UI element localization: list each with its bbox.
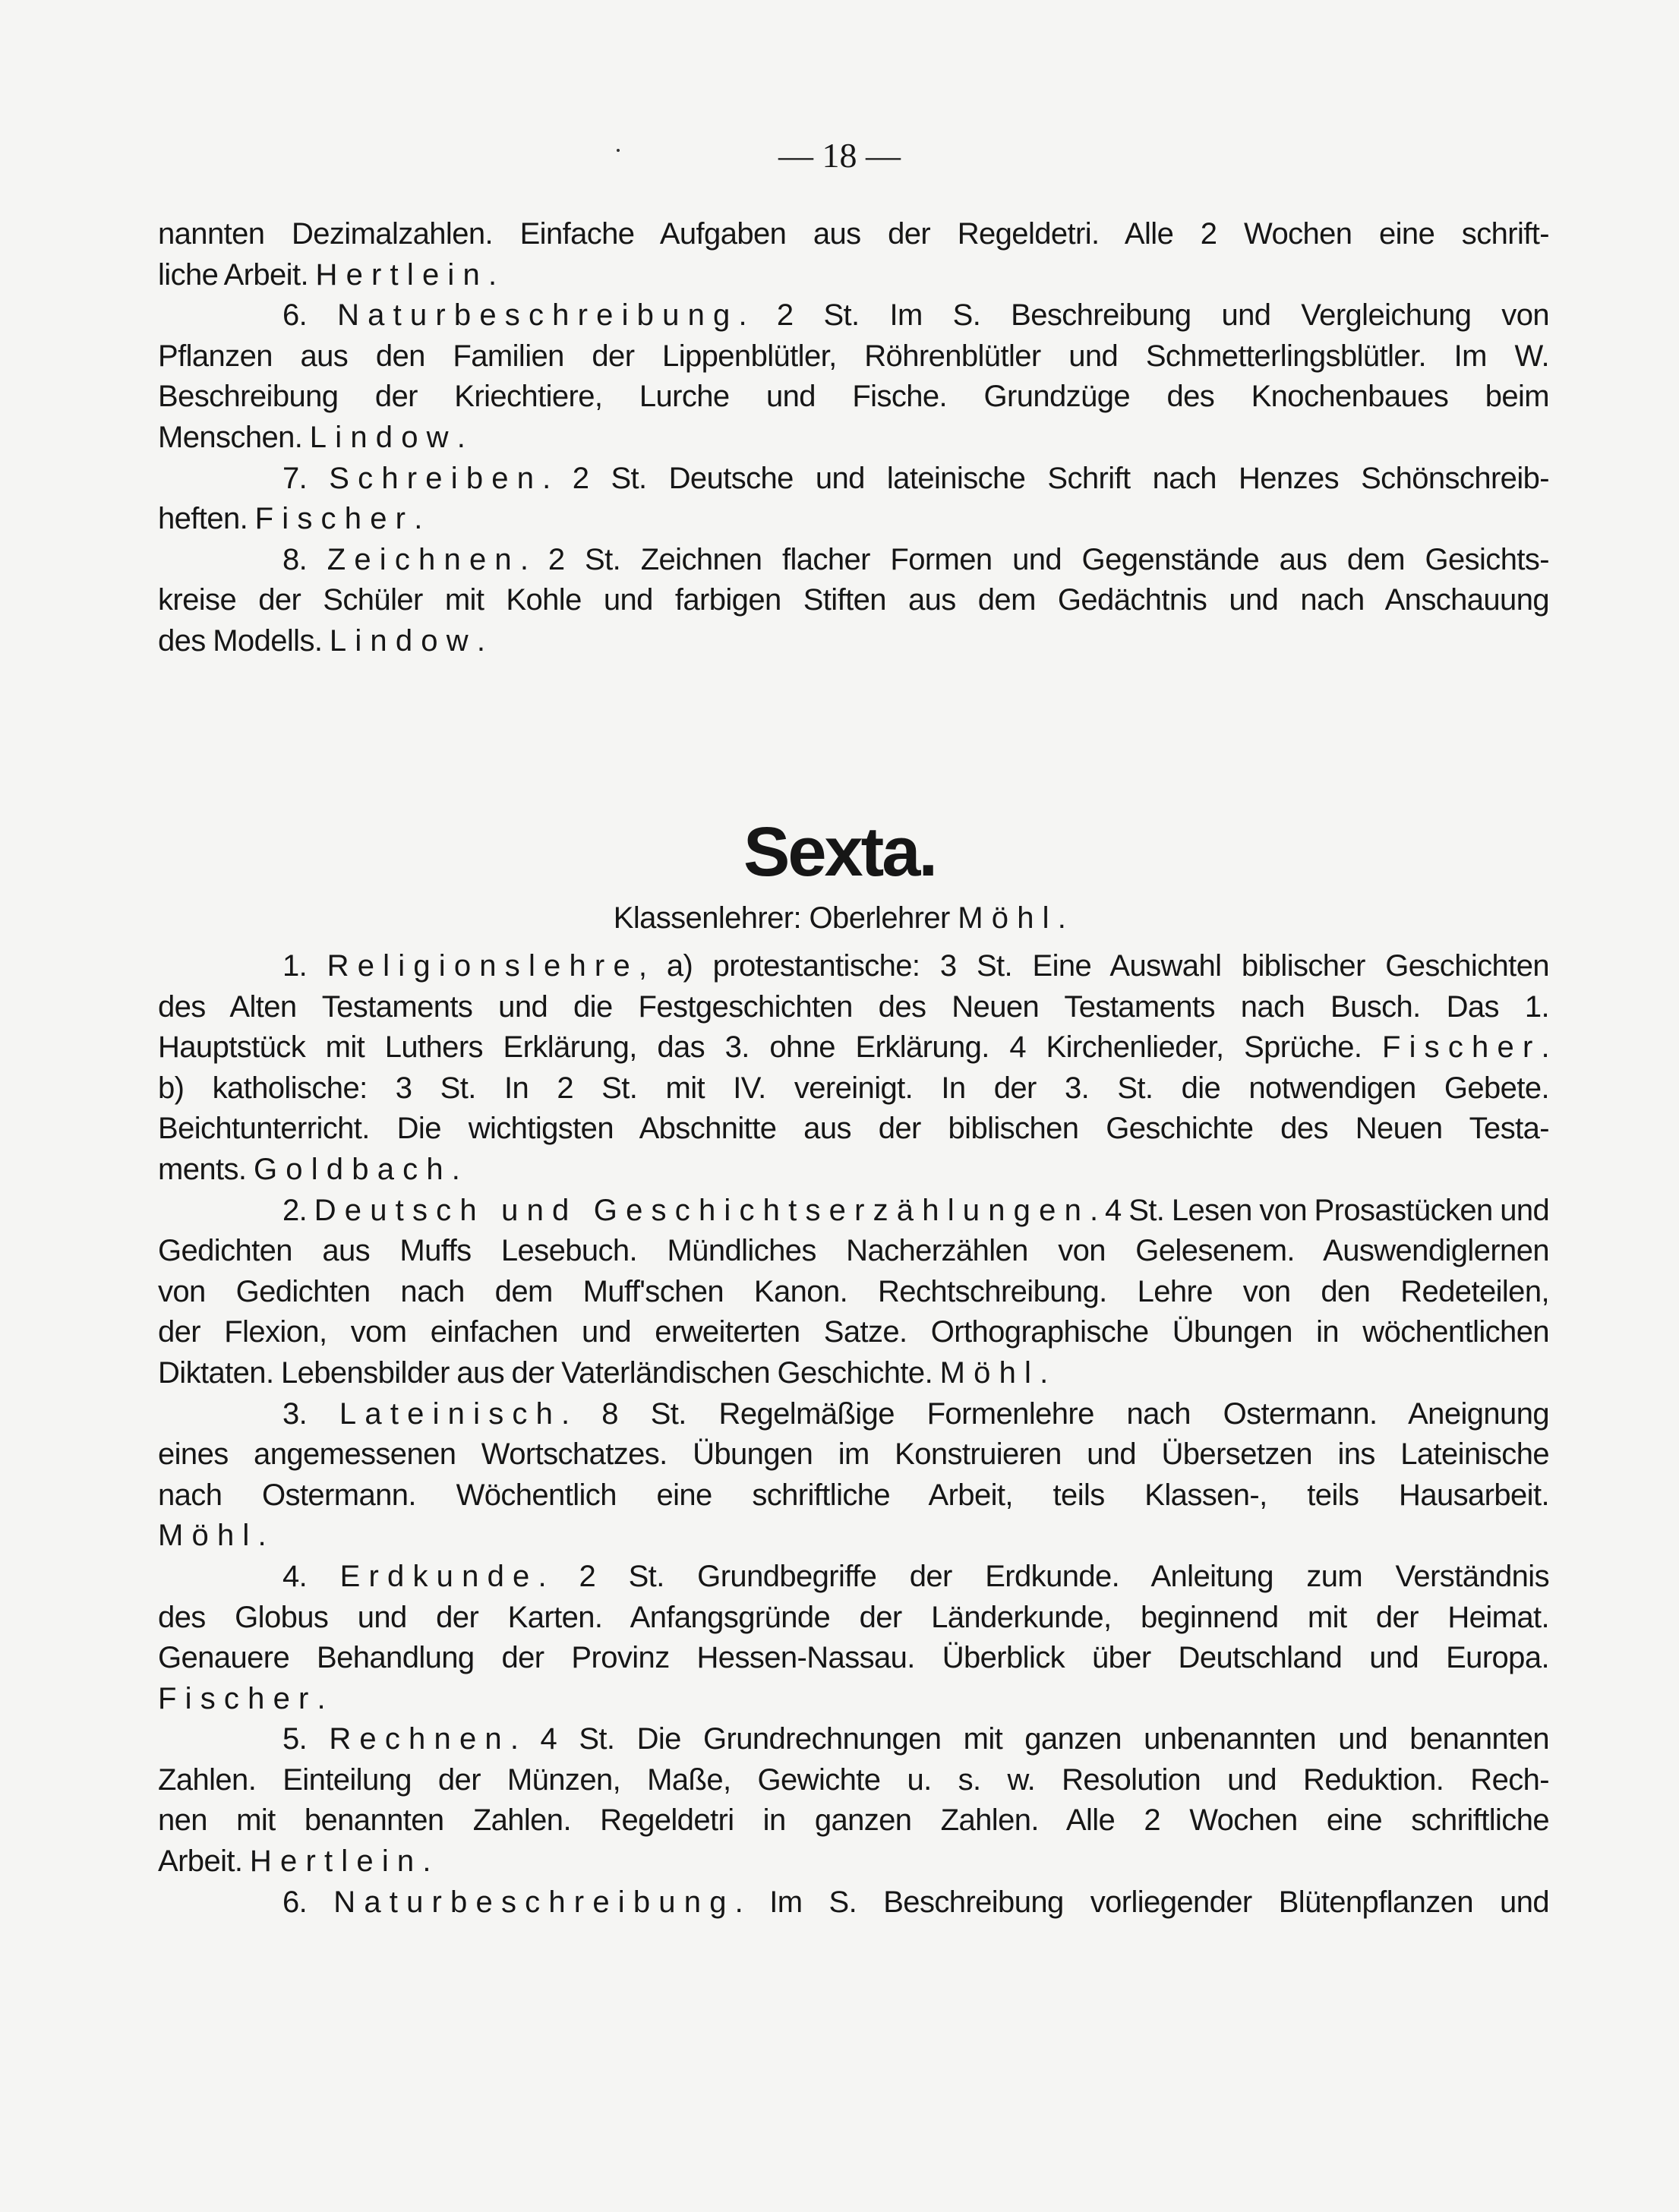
sexta-curriculum-block <box>158 946 1549 1923</box>
class-teacher-line <box>0 901 1679 936</box>
text-line <box>158 1312 1549 1353</box>
text-segment: 4. <box>282 1559 340 1593</box>
teacher-or-subject-spaced: Möhl <box>939 1355 1040 1390</box>
text-segment: . 4 St. Die Grundrechnungen mit ganzen unbenannten und benannten <box>510 1722 1549 1756</box>
text-line <box>158 621 1549 662</box>
text-segment: Pflanzen aus den Familien der Lippenblütler, Röhrenblütler und Schmetterlingsblütler. Im W. <box>158 339 1549 373</box>
text-segment: 3. <box>282 1396 339 1431</box>
text-segment: 2. <box>282 1193 314 1227</box>
text-line <box>158 214 1549 255</box>
text-line <box>158 1760 1549 1801</box>
text-segment: . <box>257 1519 267 1553</box>
text-segment: von Gedichten nach dem Muff'schen Kanon. Rechtschreibung. Lehre von den Redeteilen, <box>158 1274 1549 1308</box>
teacher-or-subject-spaced: Rechnen <box>329 1722 510 1756</box>
text-line <box>158 540 1549 581</box>
text-segment: . 4 St. Lesen von Prosastücken und <box>1090 1193 1550 1227</box>
teacher-or-subject-spaced: Hertlein <box>315 257 488 292</box>
teacher-or-subject-spaced: Fischer <box>254 502 415 536</box>
text-segment: , a) protestantische: 3 St. Eine Auswahl biblischer Geschichten <box>638 949 1549 983</box>
text-segment: . <box>451 1152 460 1186</box>
text-segment: Beschreibung der Kriechtiere, Lurche und Fische. Grundzüge des Knochenbaues beim <box>158 380 1549 414</box>
text-line <box>158 1475 1549 1516</box>
text-line <box>158 377 1549 418</box>
text-segment: . 8 St. Regelmäßige Formenlehre nach Ostermann. Aneignung <box>561 1396 1549 1431</box>
teacher-or-subject-spaced: Lindow <box>329 623 477 658</box>
text-segment: eines angemessenen Wortschatzes. Übungen im Konstruieren und Übersetzen ins Lateinische <box>158 1437 1549 1472</box>
text-segment: b) katholische: 3 St. In 2 St. mit IV. vereinigt. In der 3. St. die notwendigen Gebete. <box>158 1071 1549 1105</box>
text-segment: 7. <box>282 461 330 495</box>
teacher-or-subject-spaced: Naturbeschreibung <box>337 298 739 333</box>
text-segment: . 2 St. Grundbegriffe der Erdkunde. Anleitung zum Verständnis <box>538 1559 1549 1593</box>
text-line <box>158 1109 1549 1150</box>
text-segment: nannten Dezimalzahlen. Einfache Aufgaben aus der Regeldetri. Alle 2 Wochen eine schrift- <box>158 217 1549 251</box>
text-segment: . 2 St. Im S. Beschreibung und Vergleichung von <box>738 298 1549 333</box>
text-line <box>158 336 1549 377</box>
text-segment: heften. <box>158 502 255 536</box>
text-segment: des Modells. <box>158 623 330 658</box>
text-line <box>158 1598 1549 1639</box>
text-segment: . <box>456 420 466 454</box>
text-segment: nen mit benannten Zahlen. Regeldetri in ganzen Zahlen. Alle 2 Wochen eine schriftliche <box>158 1803 1549 1838</box>
text-segment: des Alten Testaments und die Festgeschichten des Neuen Testaments nach Busch. Das 1. <box>158 989 1549 1024</box>
text-line <box>158 580 1549 621</box>
page-number: — 18 — <box>778 136 901 175</box>
teacher-or-subject-spaced: Goldbach <box>253 1152 452 1186</box>
text-segment: . 2 St. Deutsche und lateinische Schrift nach Henzes Schönschreib- <box>542 461 1549 495</box>
text-line <box>158 1272 1549 1313</box>
class-teacher-label: Klassenlehrer: Oberlehrer <box>613 901 958 935</box>
text-line <box>158 987 1549 1028</box>
text-segment: ments. <box>158 1152 254 1186</box>
text-line <box>158 418 1549 459</box>
text-segment: . <box>414 502 422 536</box>
text-line <box>158 1841 1549 1882</box>
text-segment: 6. <box>282 298 338 333</box>
text-line <box>158 1800 1549 1841</box>
text-segment: 6. <box>282 1885 334 1919</box>
teacher-or-subject-spaced: Religionslehre <box>327 949 639 983</box>
text-segment: der Flexion, vom einfachen und erweiterten Satze. Orthographische Übungen in wöchentlichen <box>158 1315 1549 1349</box>
teacher-or-subject-spaced: Hertlein <box>249 1844 423 1879</box>
text-segment: . <box>488 257 497 292</box>
text-segment: . <box>1541 1030 1549 1065</box>
text-line <box>158 1150 1549 1191</box>
class-teacher-name: Möhl <box>958 901 1058 935</box>
text-segment: Gedichten aus Muffs Lesebuch. Mündliches Nacherzählen von Gelesenem. Auswendiglernen <box>158 1234 1549 1268</box>
text-segment: liche Arbeit. <box>158 257 316 292</box>
text-line <box>158 1557 1549 1598</box>
text-segment: . <box>317 1681 326 1715</box>
continued-text-block <box>158 214 1549 662</box>
text-segment: . <box>476 623 485 658</box>
text-line <box>158 1516 1549 1557</box>
text-line <box>158 1191 1549 1232</box>
teacher-or-subject-spaced: Erdkunde <box>339 1559 538 1593</box>
teacher-or-subject-spaced: Fischer <box>158 1681 317 1715</box>
text-segment: Diktaten. Lebensbilder aus der Vaterländischen Geschichte. <box>158 1355 940 1390</box>
text-segment: Zahlen. Einteilung der Münzen, Maße, Gewichte u. s. w. Resolution und Reduktion. Rech- <box>158 1762 1549 1797</box>
text-segment: 8. <box>282 542 327 576</box>
text-line <box>158 1719 1549 1760</box>
teacher-or-subject-spaced: Möhl <box>158 1519 258 1553</box>
text-segment: . <box>1040 1355 1048 1390</box>
text-line <box>158 1027 1549 1068</box>
text-line <box>158 1638 1549 1679</box>
teacher-or-subject-spaced: Lateinisch <box>339 1396 562 1431</box>
text-segment: kreise der Schüler mit Kohle und farbigen Stiften aus dem Gedächtnis und nach Anschauung <box>158 583 1549 617</box>
teacher-or-subject-spaced: Schreiben <box>329 461 543 495</box>
teacher-or-subject-spaced: Fischer <box>1381 1030 1542 1065</box>
text-line <box>158 1394 1549 1435</box>
text-line <box>158 499 1549 540</box>
teacher-or-subject-spaced: Zeichnen <box>327 542 520 576</box>
teacher-or-subject-spaced: Naturbeschreibung <box>333 1885 735 1919</box>
text-segment: Beichtunterricht. Die wichtigsten Abschnitte aus der biblischen Geschichte des Neuen Testa- <box>158 1112 1549 1146</box>
text-segment: . 2 St. Zeichnen flacher Formen und Gegenstände aus dem Gesichts- <box>519 542 1549 576</box>
text-line <box>158 255 1549 296</box>
text-line <box>158 459 1549 500</box>
section-title: Sexta. <box>743 813 936 891</box>
text-line <box>158 1068 1549 1109</box>
class-teacher-end: . <box>1057 901 1066 935</box>
text-segment: Hauptstück mit Luthers Erklärung, das 3. ohne Erklärung. 4 Kirchenlieder, Sprüche. <box>158 1030 1382 1065</box>
text-line <box>158 1231 1549 1272</box>
text-line <box>158 1434 1549 1475</box>
text-segment: des Globus und der Karten. Anfangsgründe der Länderkunde, beginnend mit der Heimat. <box>158 1600 1549 1634</box>
text-segment: . Im S. Beschreibung vorliegender Blütenpflanzen und <box>734 1885 1549 1919</box>
text-segment: 1. <box>282 949 327 983</box>
text-line <box>158 946 1549 987</box>
text-line <box>158 295 1549 336</box>
text-segment: Menschen. <box>158 420 310 454</box>
text-line <box>158 1679 1549 1720</box>
text-segment: . <box>422 1844 431 1879</box>
text-line <box>158 1353 1549 1394</box>
text-segment: Genauere Behandlung der Provinz Hessen-Nassau. Überblick über Deutschland und Europa. <box>158 1641 1549 1675</box>
teacher-or-subject-spaced: Lindow <box>309 420 457 454</box>
teacher-or-subject-spaced: Deutsch und Geschichtserzählungen <box>314 1193 1090 1227</box>
text-line <box>158 1882 1549 1923</box>
text-segment: Arbeit. <box>158 1844 250 1879</box>
text-segment: 5. <box>282 1722 330 1756</box>
text-segment: nach Ostermann. Wöchentlich eine schriftliche Arbeit, teils Klassen-, teils Hausarbeit. <box>158 1478 1549 1512</box>
